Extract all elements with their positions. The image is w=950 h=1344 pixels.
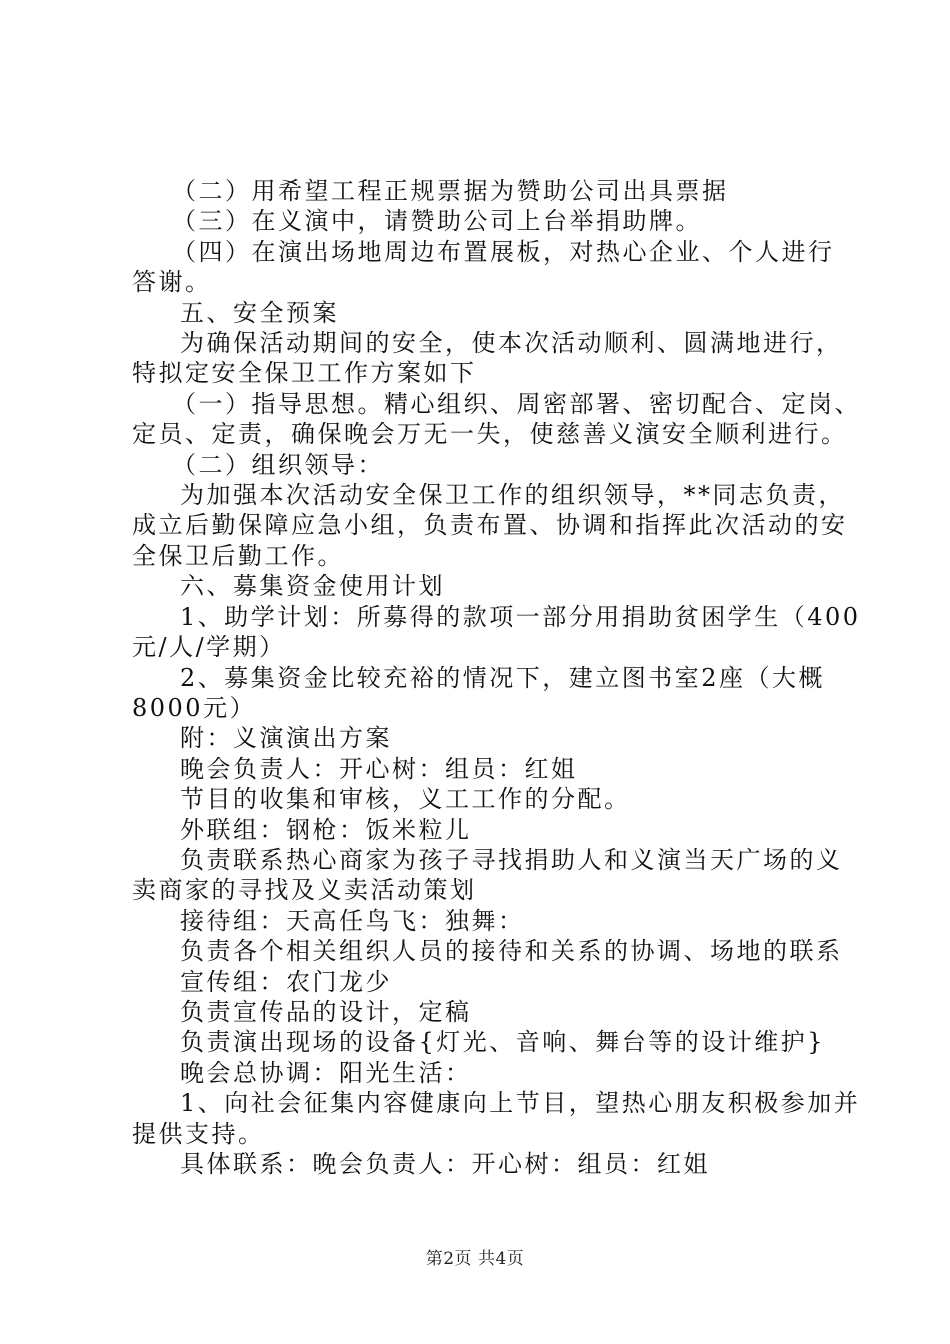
document-body	[132, 176, 861, 1179]
text-line: 为确保活动期间的安全，使本次活动顺利、圆满地进行，	[180, 329, 843, 358]
text-line: 1、向社会征集内容健康向上节目，望热心朋友积极参加并	[180, 1089, 861, 1118]
text-line: 元/人/学期）	[132, 633, 286, 662]
text-line: 节目的收集和审核，义工工作的分配。	[180, 785, 631, 814]
text-line: 为加强本次活动安全保卫工作的组织领导，**同志负责，	[180, 481, 845, 510]
text-line: 负责宣传品的设计，定稿	[180, 997, 472, 1026]
text-line: （四）在演出场地周边布置展板，对热心企业、个人进行	[172, 237, 835, 266]
text-line: 8000元）	[132, 693, 257, 722]
text-line: 晚会总协调：阳光生活：	[180, 1058, 472, 1087]
text-line: 2、募集资金比较充裕的情况下，建立图书室2座（大概	[180, 663, 826, 692]
text-line: 1、助学计划：所募得的款项一部分用捐助贫困学生（400	[180, 602, 861, 631]
text-line: 特拟定安全保卫工作方案如下	[132, 359, 477, 388]
text-line: （一）指导思想。精心组织、周密部署、密切配合、定岗、	[172, 389, 861, 418]
text-line: 卖商家的寻找及义卖活动策划	[132, 876, 477, 905]
text-line: 负责联系热心商家为孩子寻找捐助人和义演当天广场的义	[180, 845, 843, 874]
text-line: 提供支持。	[132, 1119, 265, 1148]
page-number-footer: 第2页 共4页	[425, 1249, 525, 1269]
text-line: 接待组：天高任鸟飞：独舞：	[180, 906, 525, 935]
text-line: 具体联系：晚会负责人：开心树：组员：红姐	[180, 1150, 710, 1178]
section-heading: 五、安全预案	[180, 298, 339, 327]
text-line: 外联组：钢枪：饭米粒儿	[180, 815, 472, 844]
text-line: （三）在义演中，请赞助公司上台举捐助牌。	[172, 207, 702, 236]
text-line: 负责演出现场的设备{灯光、音响、舞台等的设计维护}	[180, 1028, 826, 1057]
text-line: 晚会负责人：开心树：组员：红姐	[180, 754, 578, 783]
text-line: 宣传组：农门龙少	[180, 967, 392, 996]
text-line: 答谢。	[132, 268, 212, 297]
text-line: 附：义演演出方案	[180, 724, 392, 753]
section-heading: 六、募集资金使用计划	[180, 572, 445, 601]
text-line: （二）组织领导：	[172, 450, 384, 479]
text-line: 全保卫后勤工作。	[132, 541, 344, 570]
text-line: 定员、定责，确保晚会万无一失，使慈善义演安全顺利进行。	[132, 420, 848, 449]
text-line: （二）用希望工程正规票据为赞助公司出具票据	[172, 177, 729, 205]
text-line: 负责各个相关组织人员的接待和关系的协调、场地的联系	[180, 937, 843, 966]
text-line: 成立后勤保障应急小组，负责布置、协调和指挥此次活动的安	[132, 511, 848, 540]
